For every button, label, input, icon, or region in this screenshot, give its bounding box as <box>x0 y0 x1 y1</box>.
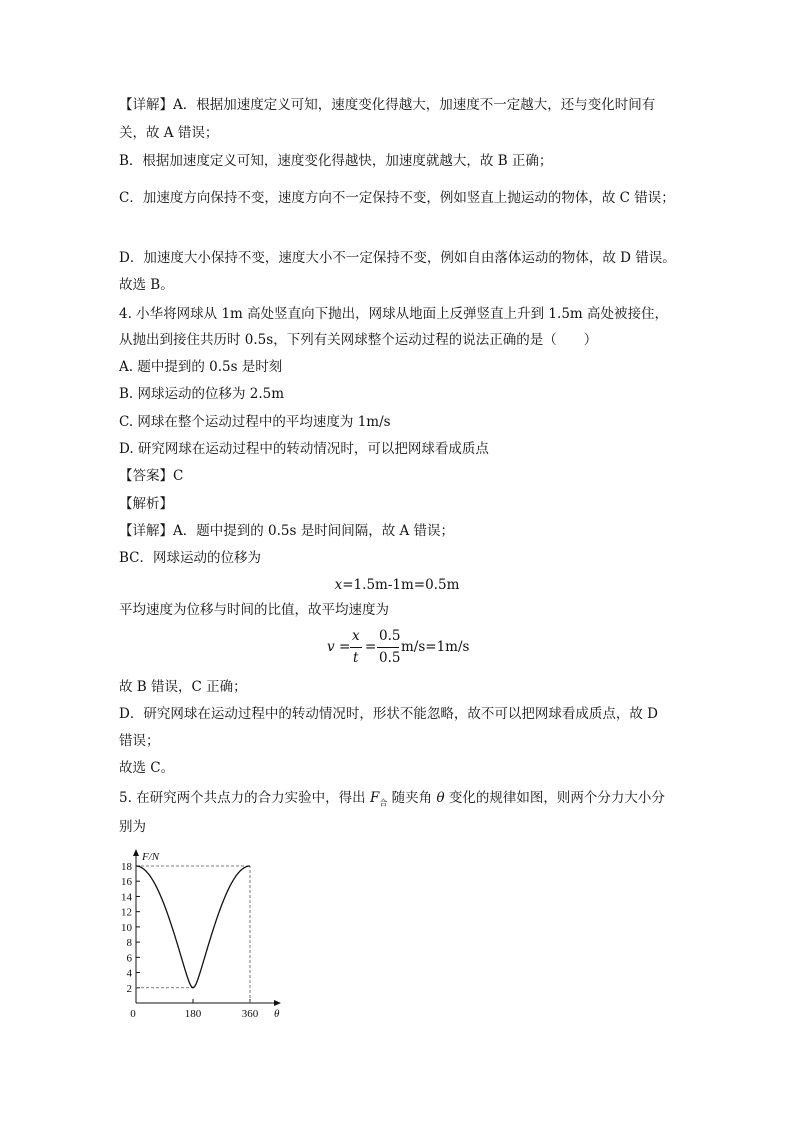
q3-option-c-analysis: C．加速度方向保持不变，速度方向不一定保持不变，例如竖直上抛运动的物体，故 C 错误； <box>119 190 675 206</box>
x-tick-label: 360 <box>241 1008 259 1020</box>
y-tick-label: 16 <box>121 876 132 889</box>
x-tick-label: 0 <box>130 1008 136 1020</box>
q4-b-wrong-c-correct: 故 B 错误，C 正确； <box>119 679 247 695</box>
y-tick-label: 8 <box>126 937 132 950</box>
q4-d-analysis-line2: 错误； <box>119 733 160 749</box>
q5-stem-mid: 随夹角 <box>387 790 437 806</box>
y-axis-title: F/N <box>142 851 160 863</box>
eq2-equals-2: = <box>365 639 377 655</box>
q4-option-b: B. 网球运动的位移为 2.5m <box>119 386 285 402</box>
y-tick-label: 10 <box>121 921 132 934</box>
q3-option-b-analysis: B．根据加速度定义可知，速度变化得越快，加速度就越大，故 B 正确； <box>119 153 553 169</box>
series-curve <box>136 866 250 988</box>
eq2-equals: = <box>339 639 351 655</box>
y-tick-label: 2 <box>126 982 132 995</box>
eq2-denominator: t <box>353 650 359 666</box>
x-axis-arrow <box>274 1000 281 1006</box>
q5-stem-line2: 别为 <box>119 819 146 835</box>
q4-detail-a: 【详解】A．题中提到的 0.5s 是时间间隔，故 A 错误； <box>119 523 455 539</box>
x-axis-title: θ <box>274 1008 280 1020</box>
x-tick-label: 180 <box>184 1008 202 1020</box>
y-tick-label: 14 <box>121 891 132 904</box>
q3-detail-a-line2: 关，故 A 错误； <box>119 125 219 141</box>
eq1-rest: =1.5m-1m=0.5m <box>342 577 460 593</box>
eq2-v: v <box>327 639 335 655</box>
q3-option-d-analysis: D．加速度大小保持不变，速度大小不一定保持不变，例如自由落体运动的物体，故 D 错误。 <box>119 250 676 266</box>
q4-d-analysis-line1: D．研究网球在运动过程中的转动情况时，形状不能忽略，故不可以把网球看成质点，故 D <box>119 706 658 722</box>
q4-stem-line2: 从抛出到接住共历时 0.5s，下列有关网球整个运动过程的说法正确的是（ ） <box>119 332 598 348</box>
eq2-numerator: x <box>352 628 360 644</box>
q4-option-d: D. 研究网球在运动过程中的转动情况时，可以把网球看成质点 <box>119 441 489 457</box>
q4-avg-velocity-intro: 平均速度为位移与时间的比值，故平均速度为 <box>119 602 389 618</box>
q5-force-subscript: 合 <box>379 798 388 808</box>
q4-bc-intro: BC．网球运动的位移为 <box>119 550 262 566</box>
q4-option-a: A. 题中提到的 0.5s 是时刻 <box>119 359 283 375</box>
q4-stem-line1: 4. 小华将网球从 1m 高处竖直向下抛出，网球从地面上反弹竖直上升到 1.5m 高处被接住， <box>119 306 668 322</box>
eq1-variable: x <box>334 577 343 593</box>
q5-stem-pre: 5. 在研究两个共点力的合力实验中，得出 <box>119 790 370 806</box>
eq2-tail: m/s=1m/s <box>401 639 470 655</box>
eq2-numerator-2: 0.5 <box>379 628 401 644</box>
y-axis-arrow <box>133 849 139 856</box>
y-tick-label: 6 <box>126 952 132 965</box>
q4-answer: 【答案】C <box>119 468 184 484</box>
q5-theta: θ <box>436 790 445 806</box>
q3-detail-a-line1: 【详解】A．根据加速度定义可知，速度变化得越大，加速度不一定越大，还与变化时间有 <box>119 97 656 113</box>
y-tick-label: 18 <box>121 861 132 873</box>
q5-force-symbol: F <box>369 790 380 806</box>
q3-choose: 故选 B。 <box>119 277 174 293</box>
eq2-denominator-2: 0.5 <box>379 650 401 666</box>
q4-option-c: C. 网球在整个运动过程中的平均速度为 1m/s <box>119 414 391 430</box>
q4-analysis-heading: 【解析】 <box>119 496 173 512</box>
y-tick-label: 12 <box>121 906 132 919</box>
q5-stem-post: 变化的规律如图，则两个分力大小分 <box>444 790 665 806</box>
y-tick-label: 4 <box>126 967 132 980</box>
q4-choose: 故选 C。 <box>119 760 175 776</box>
